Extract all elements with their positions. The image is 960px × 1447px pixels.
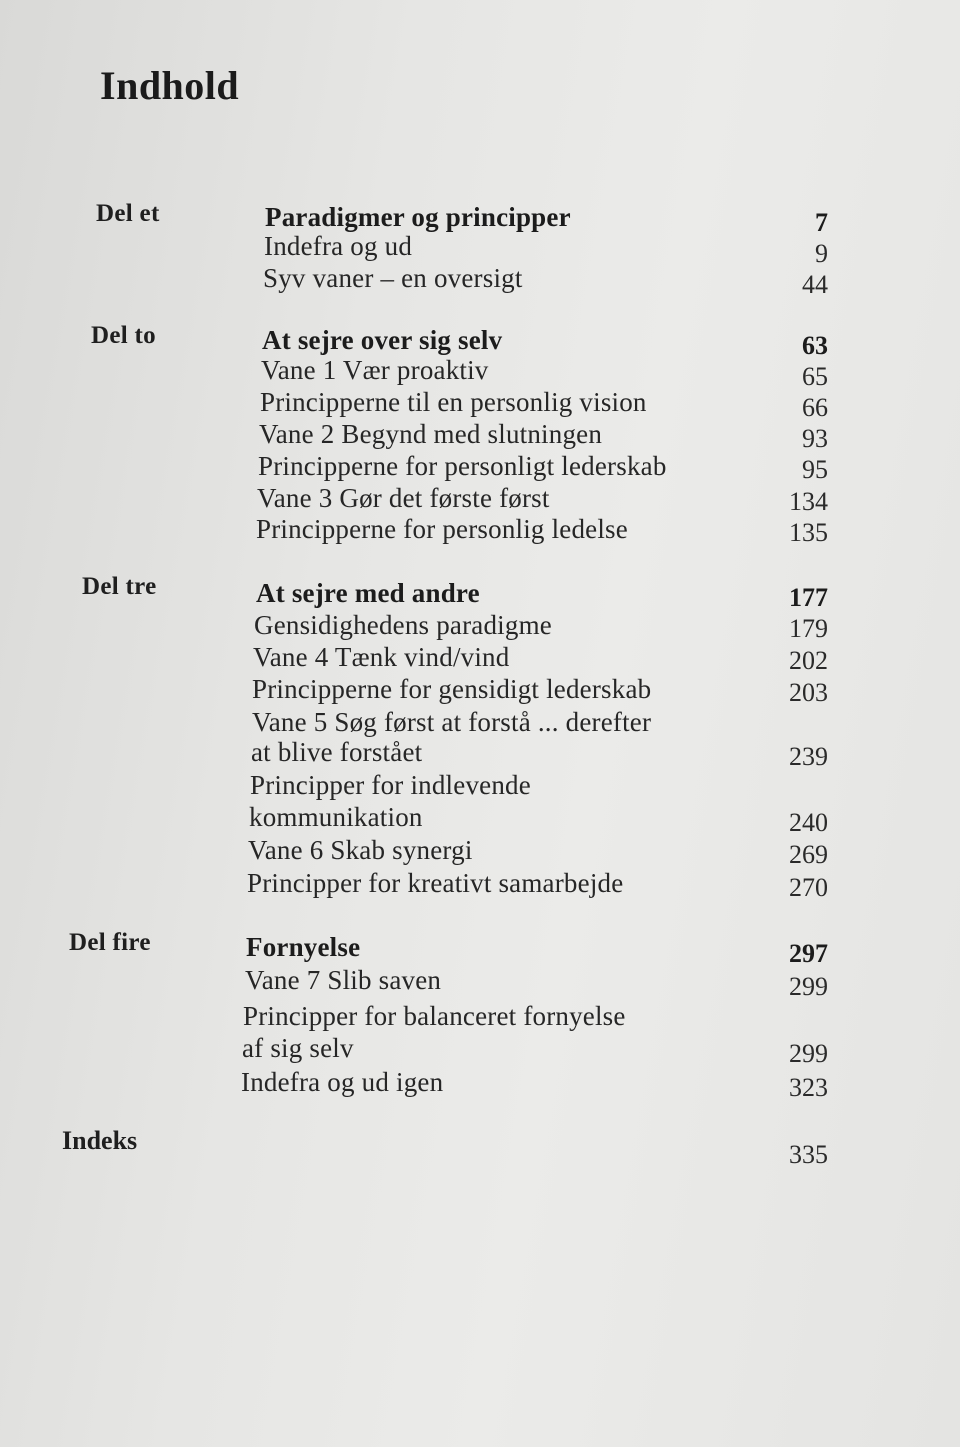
page-number: 202 bbox=[789, 646, 828, 675]
toc-entry: Principperne for personlig ledelse bbox=[256, 514, 628, 544]
page-number: 299 bbox=[789, 972, 828, 1001]
page-number: 179 bbox=[789, 614, 828, 643]
page-number: 269 bbox=[789, 840, 828, 869]
toc-entry: Vane 7 Slib saven bbox=[245, 965, 442, 995]
toc-entry: Vane 5 Søg først at forstå ... derefter bbox=[252, 707, 652, 737]
page-number: 134 bbox=[789, 487, 828, 516]
toc-entry: Paradigmer og principper bbox=[265, 202, 571, 232]
part-label-3: Del tre bbox=[82, 573, 157, 600]
toc-entry: Vane 1 Vær proaktiv bbox=[261, 355, 489, 385]
page-number: 203 bbox=[789, 678, 828, 707]
page-number: 299 bbox=[789, 1039, 828, 1068]
toc-entry: Vane 2 Begynd med slutningen bbox=[259, 419, 603, 449]
toc-entry: Principper for kreativt samarbejde bbox=[247, 868, 624, 898]
index-page-number: 335 bbox=[789, 1140, 828, 1169]
toc-entry: Principperne til en personlig vision bbox=[260, 387, 647, 417]
page-number: 177 bbox=[789, 583, 828, 612]
toc-entry: Principper for balanceret fornyelse bbox=[243, 1001, 626, 1031]
toc-entry: Syv vaner – en oversigt bbox=[263, 263, 523, 293]
page-number: 270 bbox=[789, 873, 828, 902]
toc-entry: Fornyelse bbox=[246, 932, 361, 962]
page-number: 323 bbox=[789, 1073, 828, 1102]
toc-entry: Indefra og ud igen bbox=[241, 1067, 444, 1097]
page-title: Indhold bbox=[100, 63, 240, 108]
toc-entry: Gensidighedens paradigme bbox=[254, 610, 552, 640]
page-number: 66 bbox=[802, 393, 828, 422]
page-number: 93 bbox=[802, 424, 828, 453]
page-number: 239 bbox=[789, 742, 828, 771]
toc-entry: Principper for indlevende bbox=[250, 770, 531, 800]
toc-entry-continued: kommunikation bbox=[249, 802, 423, 832]
toc-entry: Principperne for gensidigt lederskab bbox=[252, 674, 652, 704]
page-number: 63 bbox=[802, 331, 828, 360]
index-label: Indeks bbox=[62, 1126, 138, 1155]
toc-entry: At sejre med andre bbox=[256, 578, 480, 608]
toc-entry: Vane 6 Skab synergi bbox=[248, 835, 473, 865]
toc-entry: Vane 4 Tænk vind/vind bbox=[253, 642, 510, 672]
page-number: 44 bbox=[802, 270, 828, 299]
part-label-2: Del to bbox=[91, 322, 156, 349]
page-number: 9 bbox=[815, 239, 828, 268]
toc-entry: Vane 3 Gør det første først bbox=[257, 483, 550, 513]
toc-entry-continued: at blive forstået bbox=[251, 737, 423, 767]
page-number: 135 bbox=[789, 518, 828, 547]
page-number: 65 bbox=[802, 362, 828, 391]
page-number: 7 bbox=[815, 208, 828, 237]
toc-entry-continued: af sig selv bbox=[242, 1033, 354, 1063]
part-label-1: Del et bbox=[96, 200, 160, 227]
page-number: 240 bbox=[789, 808, 828, 837]
part-label-4: Del fire bbox=[69, 929, 151, 956]
page-number: 297 bbox=[789, 939, 828, 968]
toc-entry: Indefra og ud bbox=[264, 231, 413, 261]
page-number: 95 bbox=[802, 455, 828, 484]
toc-entry: Principperne for personligt lederskab bbox=[258, 451, 667, 481]
toc-entry: At sejre over sig selv bbox=[262, 325, 503, 355]
